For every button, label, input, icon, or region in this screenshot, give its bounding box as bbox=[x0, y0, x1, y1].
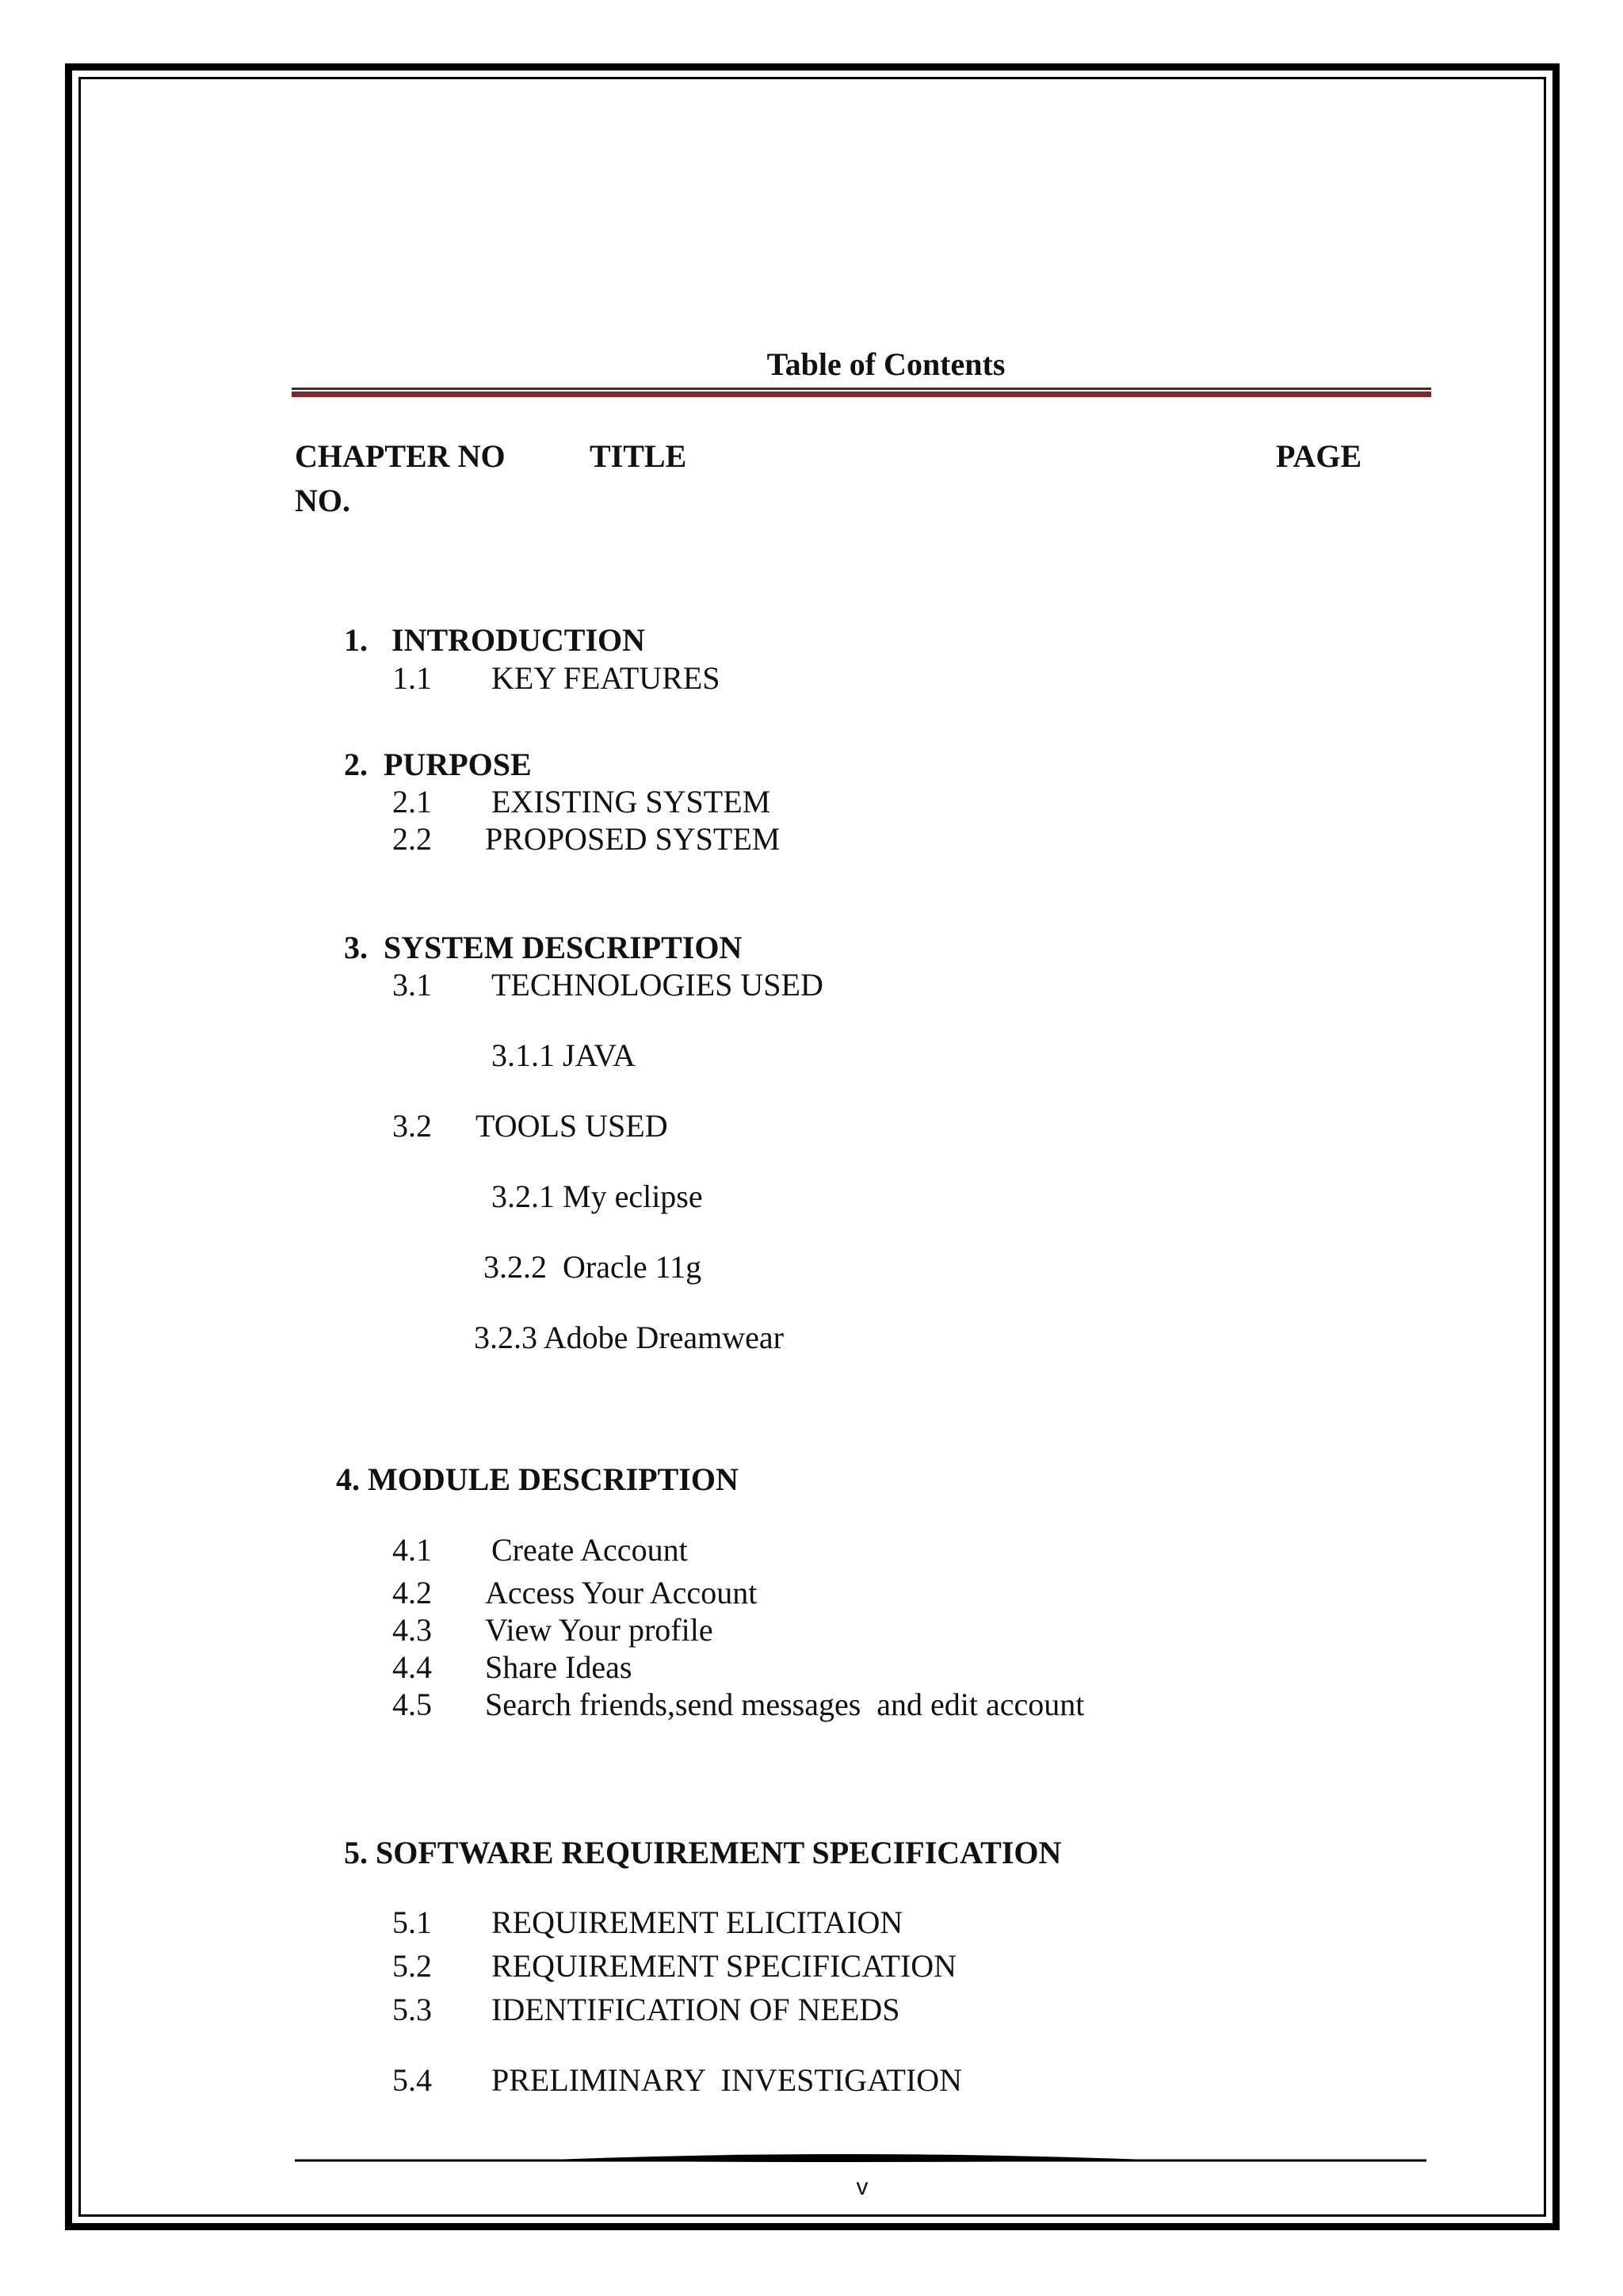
section-2-1-title: EXISTING SYSTEM bbox=[491, 784, 771, 819]
section-5-4-title: PRELIMINARY INVESTIGATION bbox=[491, 2062, 963, 2098]
section-5-1-title: REQUIREMENT ELICITAION bbox=[491, 1904, 903, 1940]
section-4-2-number: 4.2 bbox=[392, 1575, 432, 1610]
section-5-2-title: REQUIREMENT SPECIFICATION bbox=[491, 1948, 957, 1984]
section-2-2-number: 2.2 bbox=[392, 821, 432, 857]
section-4-1-title: Create Account bbox=[491, 1532, 688, 1568]
section-3-2-number: 3.2 bbox=[392, 1108, 432, 1144]
footer-rule bbox=[295, 2145, 1426, 2164]
title-rule-thin bbox=[292, 388, 1431, 390]
chapter-4-heading: 4. MODULE DESCRIPTION bbox=[336, 1461, 739, 1497]
section-4-4-title: Share Ideas bbox=[485, 1649, 632, 1685]
page-number: v bbox=[856, 2174, 869, 2200]
section-5-3-title: IDENTIFICATION OF NEEDS bbox=[491, 1992, 900, 2027]
chapter-5-heading: 5. SOFTWARE REQUIREMENT SPECIFICATION bbox=[344, 1835, 1062, 1870]
section-4-5-title: Search friends,send messages and edit account bbox=[485, 1687, 1085, 1722]
section-3-2-2: 3.2.2 Oracle 11g bbox=[483, 1249, 702, 1285]
section-4-4-number: 4.4 bbox=[392, 1649, 432, 1685]
title-rule-thick bbox=[292, 392, 1431, 397]
section-4-5-number: 4.5 bbox=[392, 1687, 432, 1722]
section-4-2-title: Access Your Account bbox=[485, 1575, 758, 1610]
section-3-2-title: TOOLS USED bbox=[475, 1108, 668, 1144]
section-1-1-number: 1.1 bbox=[392, 660, 432, 696]
section-3-1-1: 3.1.1 JAVA bbox=[491, 1037, 636, 1073]
header-page: PAGE bbox=[1276, 438, 1362, 474]
section-5-1-number: 5.1 bbox=[392, 1904, 432, 1940]
header-page-cont: NO. bbox=[295, 483, 350, 518]
header-title: TITLE bbox=[590, 438, 687, 474]
section-2-2-title: PROPOSED SYSTEM bbox=[485, 821, 781, 857]
section-3-2-1: 3.2.1 My eclipse bbox=[491, 1179, 703, 1214]
section-2-1-number: 2.1 bbox=[392, 784, 432, 819]
section-4-3-title: View Your profile bbox=[485, 1612, 713, 1648]
section-5-2-number: 5.2 bbox=[392, 1948, 432, 1984]
section-5-4-number: 5.4 bbox=[392, 2062, 432, 2098]
section-4-1-number: 4.1 bbox=[392, 1532, 432, 1568]
section-1-1-title: KEY FEATURES bbox=[491, 660, 720, 696]
page-border-inner bbox=[78, 77, 1546, 2217]
section-3-1-title: TECHNOLOGIES USED bbox=[491, 967, 823, 1003]
section-4-3-number: 4.3 bbox=[392, 1612, 432, 1648]
section-5-3-number: 5.3 bbox=[392, 1992, 432, 2027]
chapter-1-heading: 1. INTRODUCTION bbox=[344, 622, 646, 658]
header-chapter-no: CHAPTER NO bbox=[295, 438, 506, 474]
page-title: Table of Contents bbox=[766, 346, 1006, 382]
section-3-2-3: 3.2.3 Adobe Dreamwear bbox=[474, 1320, 784, 1355]
section-3-1-number: 3.1 bbox=[392, 967, 432, 1003]
chapter-2-heading: 2. PURPOSE bbox=[344, 747, 532, 782]
chapter-3-heading: 3. SYSTEM DESCRIPTION bbox=[344, 930, 743, 965]
